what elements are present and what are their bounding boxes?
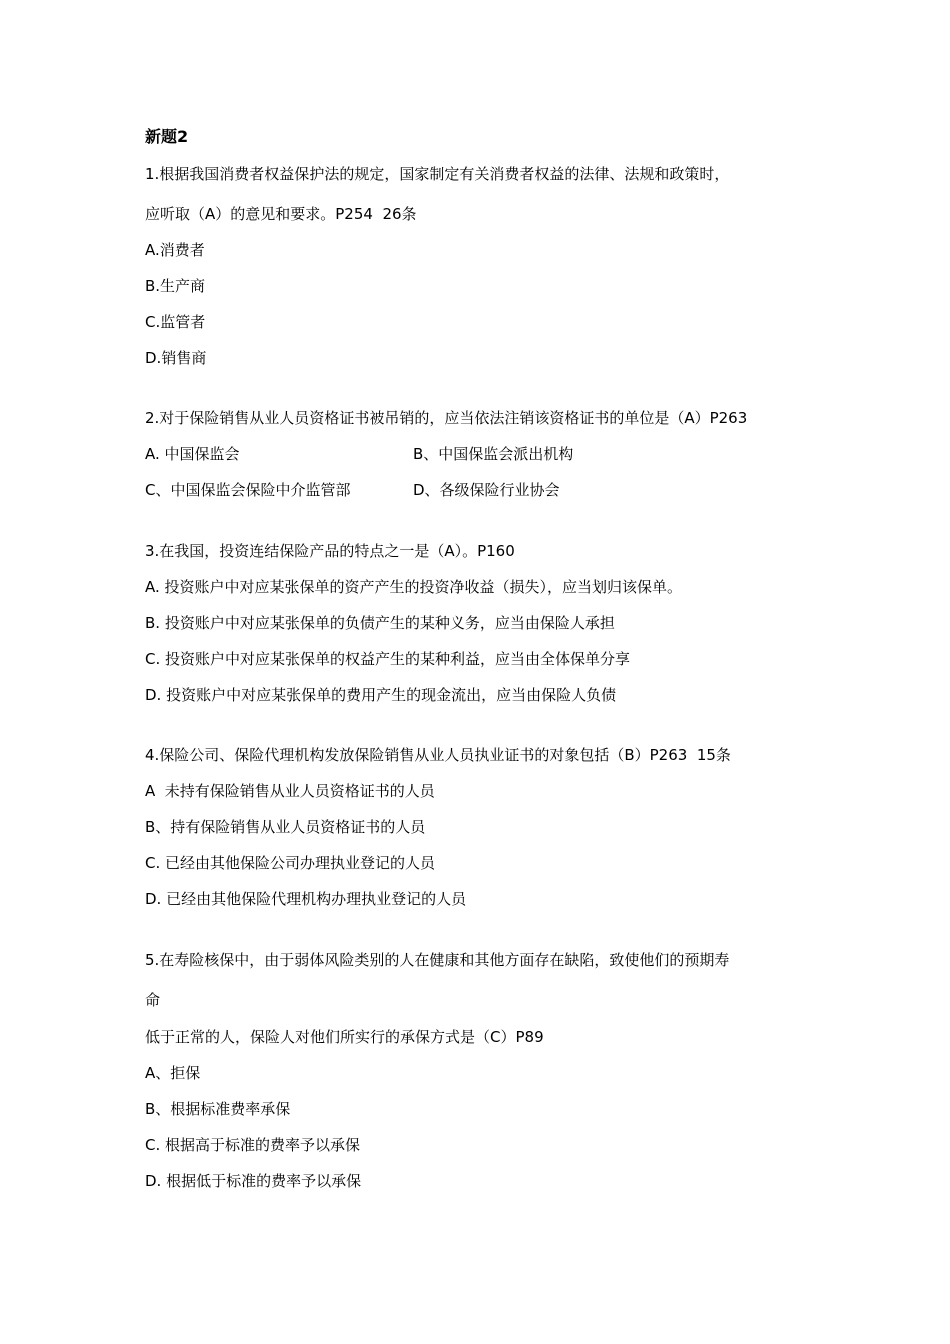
question-5-option-b: B、根据标准费率承保: [145, 1100, 291, 1118]
question-3-stem: 3.在我国，投资连结保险产品的特点之一是（A）。P160: [145, 542, 515, 560]
question-2-option-b: B、中国保监会派出机构: [413, 445, 574, 463]
question-1-option-d: D.销售商: [145, 349, 207, 367]
question-2-option-d: D、各级保险行业协会: [413, 481, 560, 499]
question-2-option-c: C、中国保监会保险中介监管部: [145, 481, 351, 499]
question-1-option-a: A.消费者: [145, 241, 205, 259]
question-3-option-a: A. 投资账户中对应某张保单的资产产生的投资净收益（损失），应当划归该保单。: [145, 578, 683, 596]
question-1-stem-line2: 应听取（A）的意见和要求。P254 26条: [145, 205, 417, 223]
question-4-option-c: C. 已经由其他保险公司办理执业登记的人员: [145, 854, 436, 872]
question-4-option-b: B、持有保险销售从业人员资格证书的人员: [145, 818, 426, 836]
question-5-option-d: D. 根据低于标准的费率予以承保: [145, 1172, 362, 1190]
page-title: 新题2: [145, 127, 189, 146]
question-3-option-b: B. 投资账户中对应某张保单的负债产生的某种义务，应当由保险人承担: [145, 614, 615, 632]
question-4-option-d: D. 已经由其他保险代理机构办理执业登记的人员: [145, 890, 467, 908]
question-1-option-c: C.监管者: [145, 313, 206, 331]
question-4-stem: 4.保险公司、保险代理机构发放保险销售从业人员执业证书的对象包括（B）P263 15条: [145, 746, 731, 764]
question-1-stem-line1: 1.根据我国消费者权益保护法的规定，国家制定有关消费者权益的法律、法规和政策时，: [145, 165, 730, 183]
question-3-option-c: C. 投资账户中对应某张保单的权益产生的某种利益，应当由全体保单分享: [145, 650, 631, 668]
question-5-option-a: A、拒保: [145, 1064, 201, 1082]
question-5-stem-line2: 命: [145, 991, 161, 1009]
question-5-option-c: C. 根据高于标准的费率予以承保: [145, 1136, 361, 1154]
question-1-option-b: B.生产商: [145, 277, 206, 295]
question-3-option-d: D. 投资账户中对应某张保单的费用产生的现金流出，应当由保险人负债: [145, 686, 617, 704]
question-5-stem-line1: 5.在寿险核保中，由于弱体风险类别的人在健康和其他方面存在缺陷，致使他们的预期寿: [145, 951, 730, 969]
question-4-option-a: A 未持有保险销售从业人员资格证书的人员: [145, 782, 435, 800]
question-5-stem-line3: 低于正常的人，保险人对他们所实行的承保方式是（C）P89: [145, 1028, 544, 1046]
question-2-stem: 2.对于保险销售从业人员资格证书被吊销的，应当依法注销该资格证书的单位是（A）P263: [145, 409, 748, 427]
question-2-option-a: A. 中国保监会: [145, 445, 240, 463]
